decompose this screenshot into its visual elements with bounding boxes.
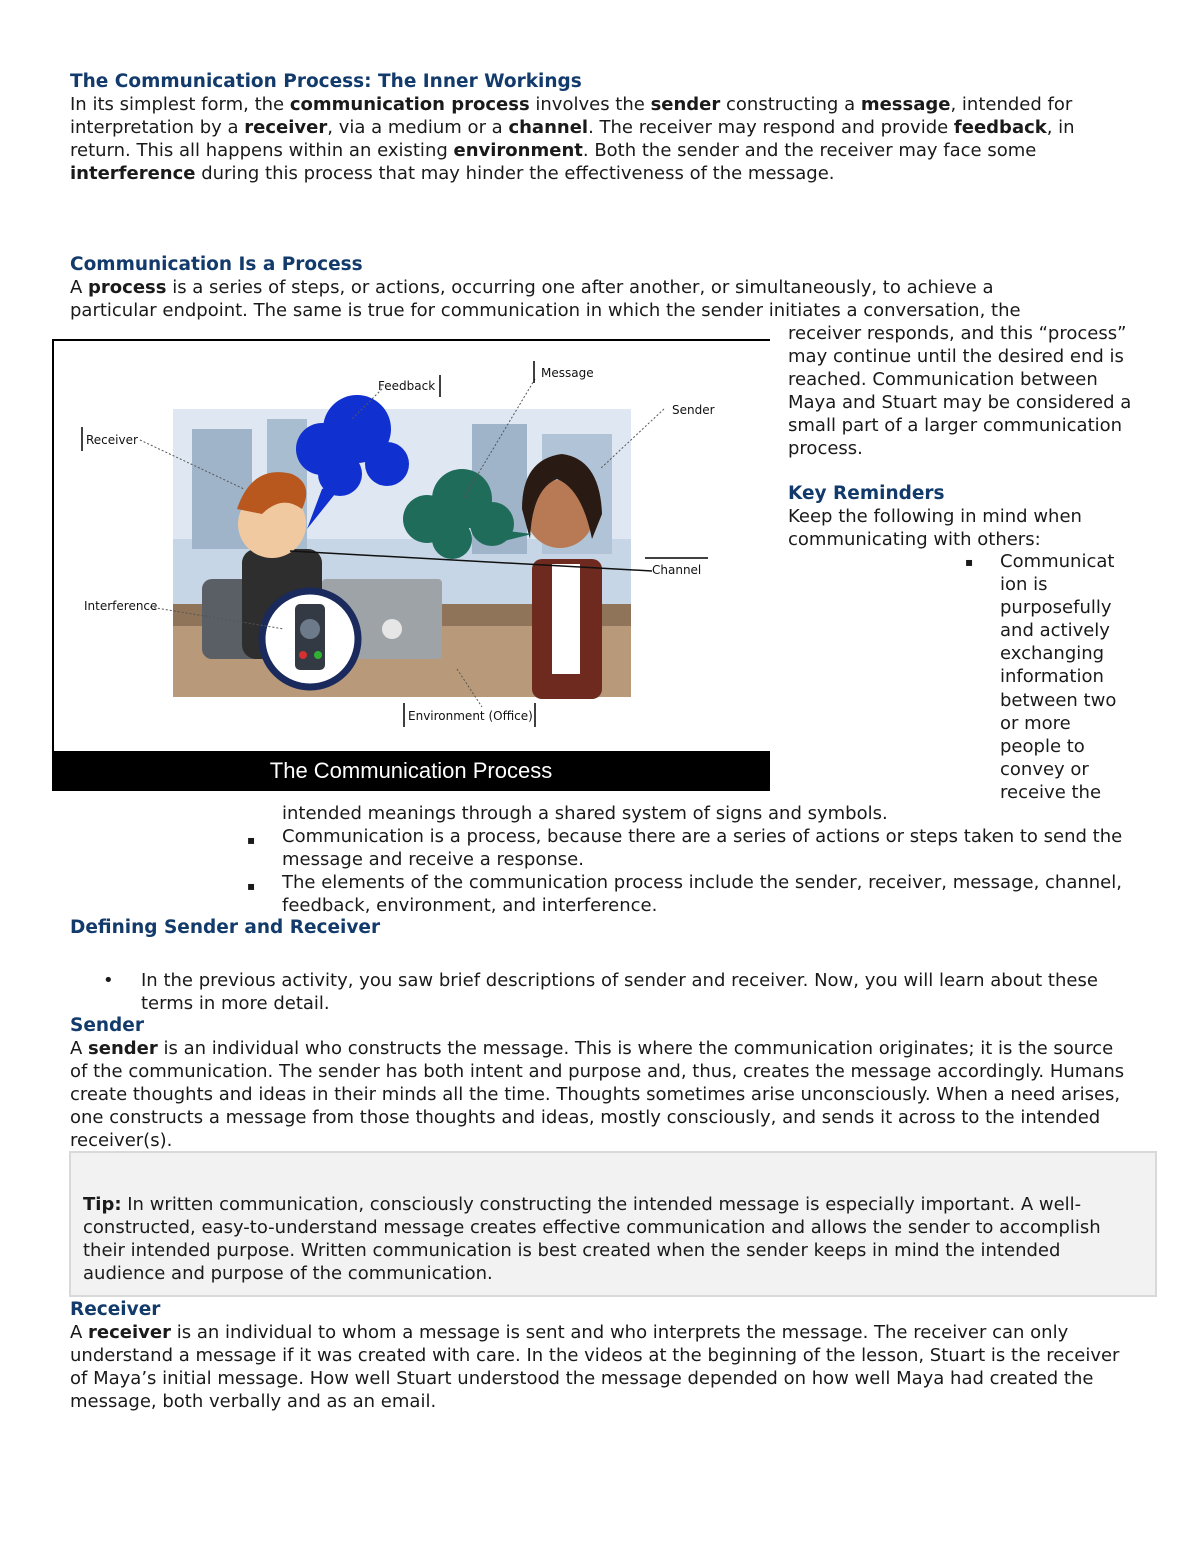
label-channel: Channel	[652, 563, 702, 577]
process-line-2: particular endpoint. The same is true for communication in which the sender initiates a conversation, the	[70, 300, 1021, 322]
reminder-item-1-cont: intended meanings through a shared system of signs and symbols.	[282, 803, 888, 824]
heading-key-reminders: Key Reminders	[788, 483, 945, 504]
label-interference: Interference	[84, 599, 158, 613]
defining-bullet: • In the previous activity, you saw brief descriptions of sender and receiver. Now, you will learn about these terms in more detail.	[103, 970, 1098, 1015]
heading-defining: Defining Sender and Receiver	[70, 917, 381, 938]
reminder-item-3: ▪ The elements of the communication process include the sender, receiver, message, channel, feedback, environment, and interference.	[247, 872, 1122, 917]
process-line-1: A process is a series of steps, or actions, occurring one after another, or simultaneously, to achieve a	[70, 277, 994, 298]
heading-receiver: Receiver	[70, 1299, 161, 1320]
process-side-text: receiver responds, and this “process” may continue until the desired end is reached. Communication between Maya and Stuart may be considered a small part of a larger communication process.	[788, 323, 1132, 460]
figure-caption: The Communication Process	[269, 758, 553, 783]
section-receiver	[70, 1298, 1130, 1413]
square-bullet-icon: ▪	[965, 555, 974, 569]
key-reminders	[788, 482, 1133, 551]
section-sender	[70, 1014, 1130, 1152]
heading-sender: Sender	[70, 1015, 144, 1036]
communication-process-figure	[52, 339, 770, 791]
heading-inner-workings: The Communication Process: The Inner Workings	[70, 71, 582, 92]
tip-box	[69, 1151, 1157, 1297]
paragraph-inner-workings: In its simplest form, the communication process involves the sender constructing a message, intended for interpretation by a receiver, via a medium or a channel. The receiver may respond and provide feedback, in return. This all happens within an existing environment. Both the sender and the receiver may face some interference during this process that may hinder the effectiveness of the message.	[70, 94, 1075, 185]
square-bullet-icon: ▪	[247, 833, 256, 848]
label-message: Message	[541, 366, 594, 380]
reminder-item-1-narrow: Communicat ion is purposefully and actively exchanging information between two or more people to convey or receive the	[1000, 551, 1117, 803]
square-bullet-icon: ▪	[247, 879, 256, 894]
paragraph-receiver: A receiver is an individual to whom a message is sent and who interprets the message. The receiver can only understand a message if it was created with care. In the videos at the beginning of the lesson, Stuart is the receiver of Maya’s initial message. How well Stuart understood the message depended on how well Maya had created the message, both verbally and as an email.	[70, 1322, 1120, 1413]
section-inner-workings	[70, 70, 1140, 185]
label-environment: Environment (Office)	[408, 709, 533, 723]
label-sender: Sender	[672, 403, 715, 417]
tip-text: Tip: In written communication, consciously constructing the intended message is especially important. A well-constructed, easy-to-understand message creates effective communication and allows the sender to accomplish their intended purpose. Written communication is best created when the sender keeps in mind the intended audience and purpose of the communication.	[83, 1194, 1101, 1285]
reminder-item-2: ▪ Communication is a process, because there are a series of actions or steps taken to send the message and receive a response.	[247, 826, 1123, 871]
label-receiver: Receiver	[86, 433, 138, 447]
key-reminders-intro: Keep the following in mind when communicating with others:	[788, 506, 1082, 551]
figure-caption-bar	[52, 751, 770, 791]
section-process	[70, 253, 1150, 322]
round-bullet-icon: •	[103, 970, 114, 991]
communication-illustration	[52, 339, 770, 751]
heading-process: Communication Is a Process	[70, 254, 363, 275]
label-feedback: Feedback	[378, 379, 436, 393]
paragraph-sender: A sender is an individual who constructs the message. This is where the communication originates; it is the source of the communication. The sender has both intent and purpose and, thus, creates the message accordingly. Humans create thoughts and ideas in their minds all the time. Thoughts sometimes arise unconsciously. When a need arises, one constructs a message from those thoughts and ideas, mostly consciously, and sends it across to the intended receiver(s).	[70, 1038, 1125, 1152]
reminders-list	[247, 802, 1142, 917]
section-defining	[70, 916, 1140, 939]
